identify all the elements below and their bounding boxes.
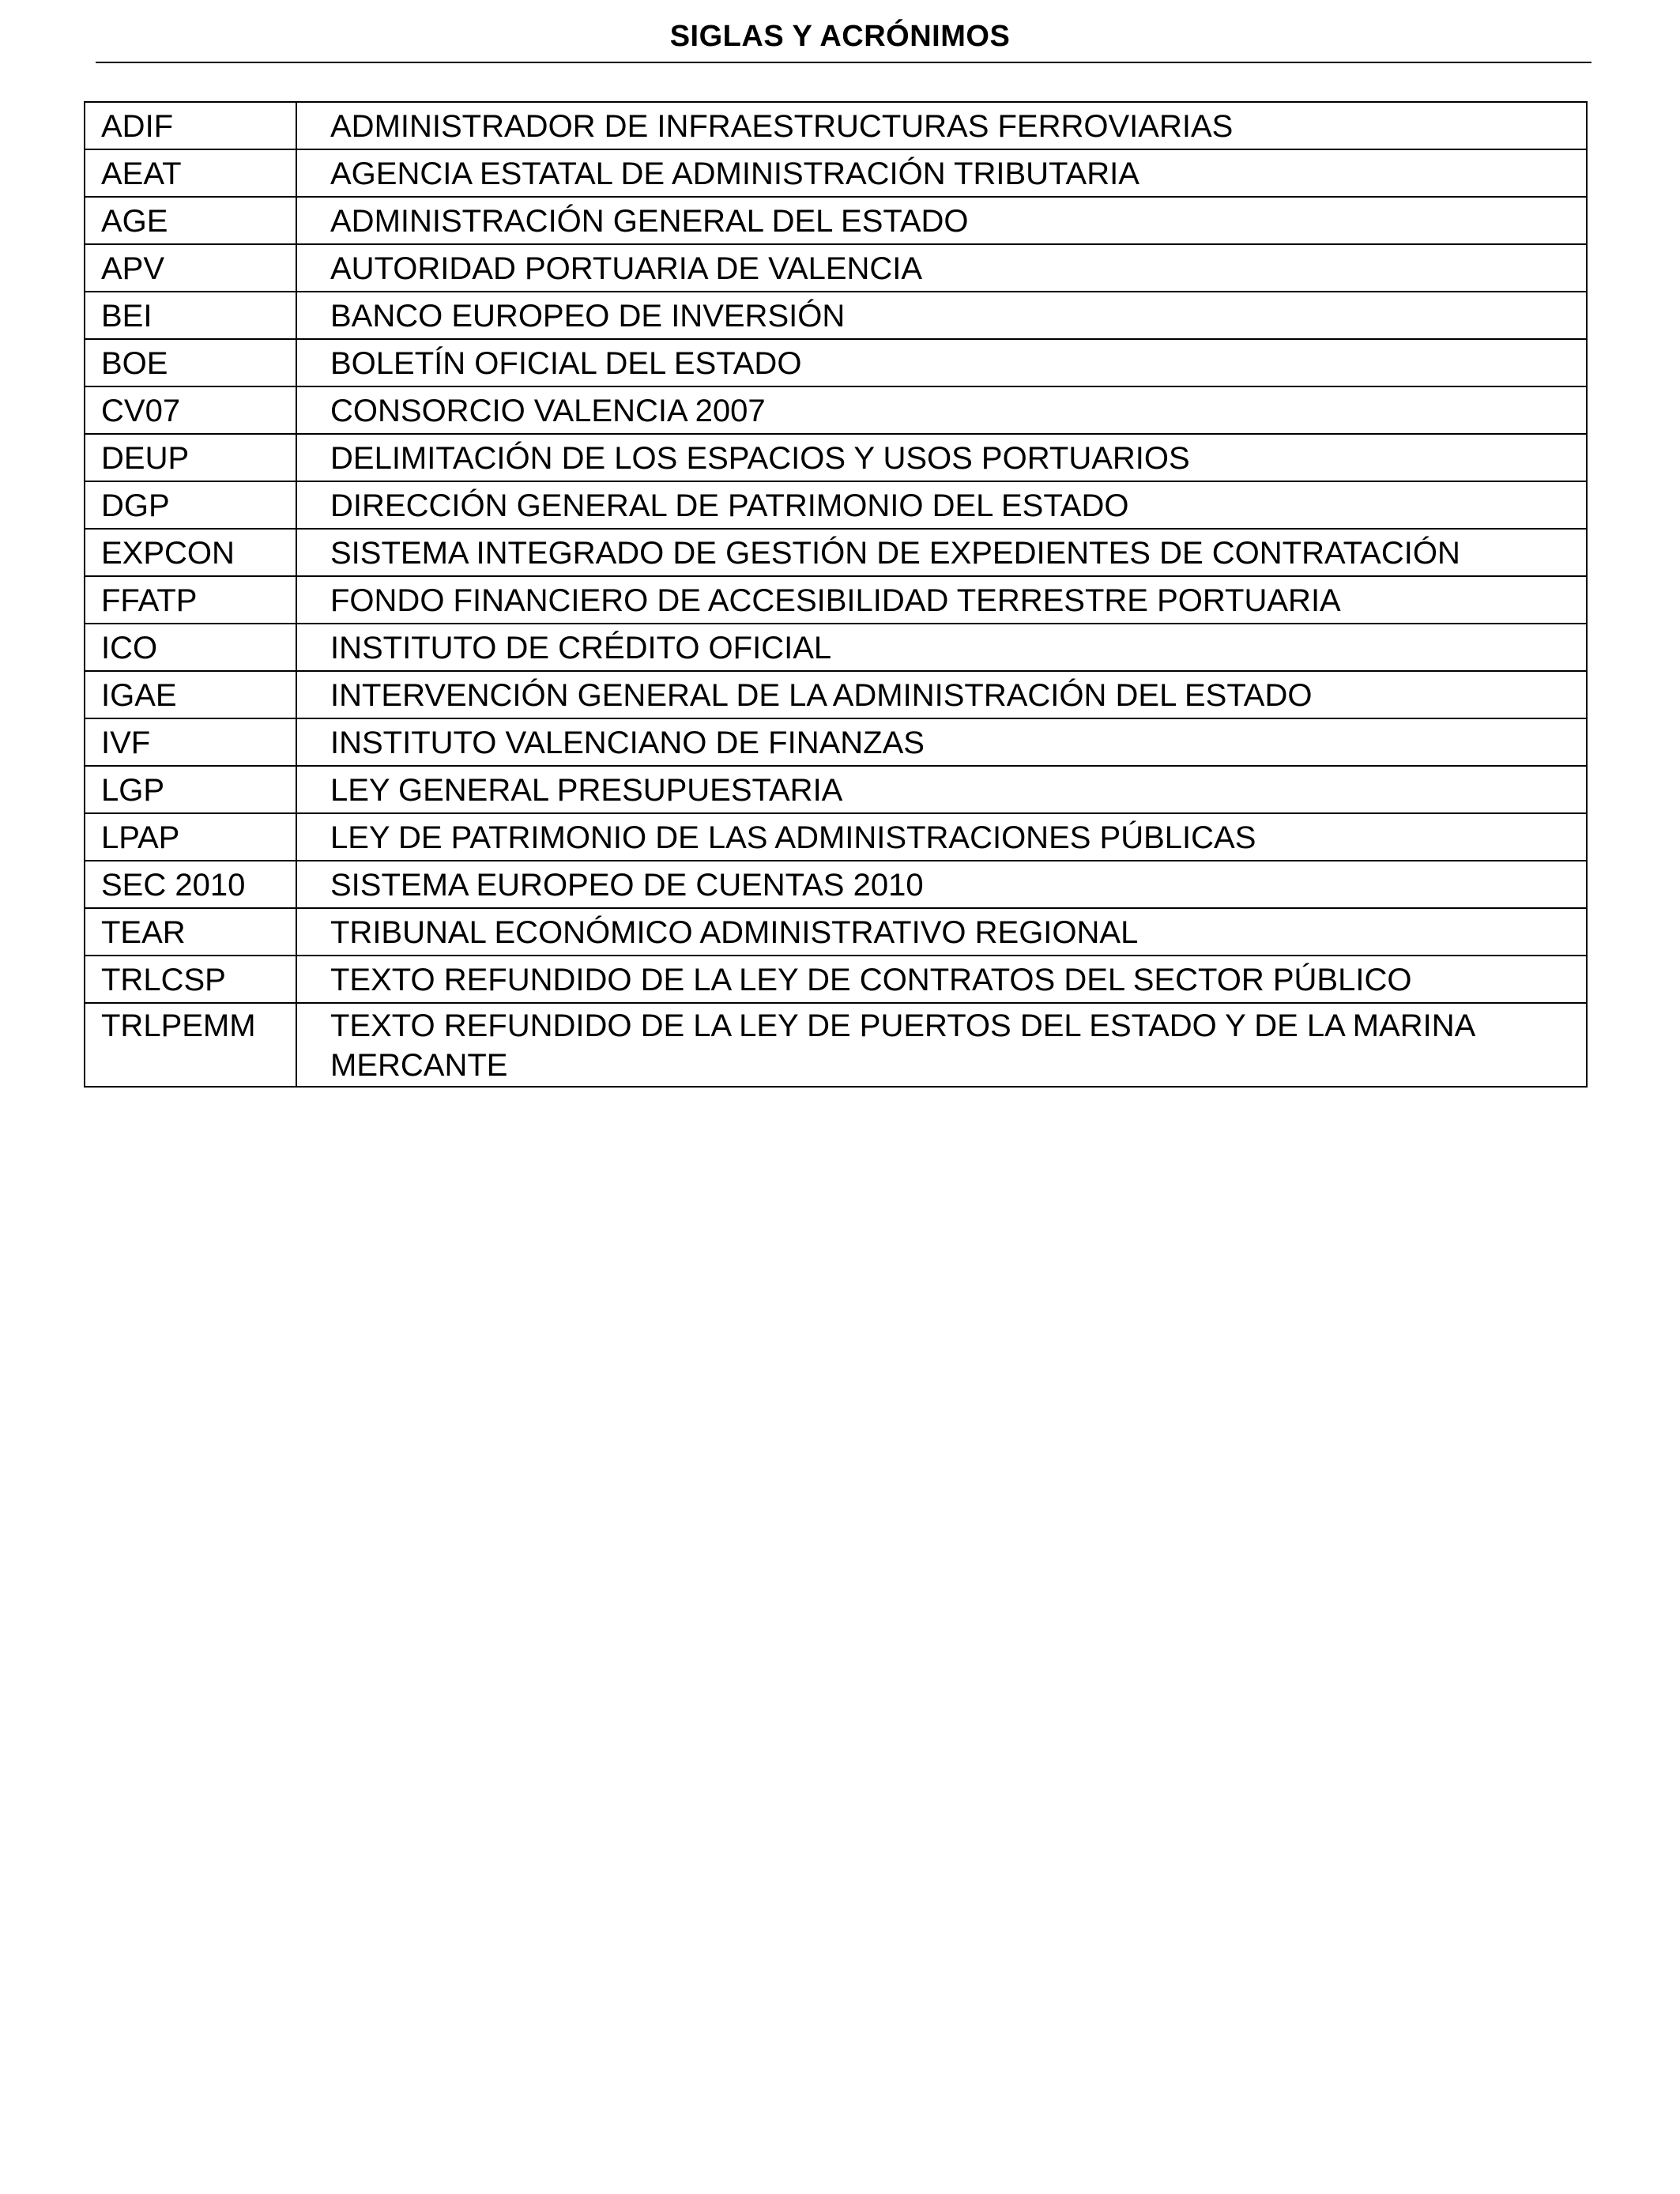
definition-cell: ADMINISTRADOR DE INFRAESTRUCTURAS FERROVIARIAS [296,102,1587,149]
table-row [85,244,1587,292]
acronym-cell: TRLCSP [85,956,296,1003]
table-row [85,671,1587,718]
definition-cell: AUTORIDAD PORTUARIA DE VALENCIA [296,244,1587,292]
table-row [85,481,1587,529]
table-row [85,908,1587,956]
table-row [85,718,1587,766]
table-row [85,956,1587,1003]
definition-cell: AGENCIA ESTATAL DE ADMINISTRACIÓN TRIBUTARIA [296,149,1587,197]
acronym-cell: EXPCON [85,529,296,576]
table-row [85,102,1587,149]
definition-cell: CONSORCIO VALENCIA 2007 [296,386,1587,434]
acronym-cell: TEAR [85,908,296,956]
table-row [85,766,1587,813]
acronym-cell: SEC 2010 [85,861,296,908]
table-row [85,339,1587,386]
definition-cell: FONDO FINANCIERO DE ACCESIBILIDAD TERRESTRE PORTUARIA [296,576,1587,624]
definition-cell: INSTITUTO VALENCIANO DE FINANZAS [296,718,1587,766]
table-row [85,813,1587,861]
acronym-cell: APV [85,244,296,292]
definition-cell: BANCO EUROPEO DE INVERSIÓN [296,292,1587,339]
definition-cell: ADMINISTRACIÓN GENERAL DEL ESTADO [296,197,1587,244]
definition-cell: INTERVENCIÓN GENERAL DE LA ADMINISTRACIÓN DEL ESTADO [296,671,1587,718]
table-row [85,149,1587,197]
acronym-cell: AEAT [85,149,296,197]
definition-cell: TRIBUNAL ECONÓMICO ADMINISTRATIVO REGIONAL [296,908,1587,956]
table-row [85,434,1587,481]
table-row [85,861,1587,908]
title-underline [96,62,1591,63]
definition-cell: DELIMITACIÓN DE LOS ESPACIOS Y USOS PORTUARIOS [296,434,1587,481]
definition-cell: INSTITUTO DE CRÉDITO OFICIAL [296,624,1587,671]
acronym-cell: DEUP [85,434,296,481]
definition-cell: TEXTO REFUNDIDO DE LA LEY DE PUERTOS DEL ESTADO Y DE LA MARINA MERCANTE [296,1003,1587,1087]
acronym-cell: CV07 [85,386,296,434]
table-row [85,624,1587,671]
definition-cell: TEXTO REFUNDIDO DE LA LEY DE CONTRATOS DEL SECTOR PÚBLICO [296,956,1587,1003]
definition-cell: LEY GENERAL PRESUPUESTARIA [296,766,1587,813]
acronym-table [84,101,1588,1088]
definition-cell: SISTEMA EUROPEO DE CUENTAS 2010 [296,861,1587,908]
definition-cell: DIRECCIÓN GENERAL DE PATRIMONIO DEL ESTADO [296,481,1587,529]
table-row [85,576,1587,624]
table-row [85,529,1587,576]
acronym-cell: ICO [85,624,296,671]
acronym-cell: DGP [85,481,296,529]
acronym-cell: IGAE [85,671,296,718]
definition-cell: SISTEMA INTEGRADO DE GESTIÓN DE EXPEDIENTES DE CONTRATACIÓN [296,529,1587,576]
acronym-cell: LPAP [85,813,296,861]
page-title: SIGLAS Y ACRÓNIMOS [669,20,1011,53]
acronym-cell: LGP [85,766,296,813]
acronym-cell: ADIF [85,102,296,149]
acronym-cell: AGE [85,197,296,244]
table-row [85,292,1587,339]
acronym-cell: TRLPEMM [85,1003,296,1087]
acronym-cell: FFATP [85,576,296,624]
acronym-cell: IVF [85,718,296,766]
table-row [85,197,1587,244]
table-row [85,1003,1587,1087]
acronym-cell: BEI [85,292,296,339]
definition-cell: LEY DE PATRIMONIO DE LAS ADMINISTRACIONES PÚBLICAS [296,813,1587,861]
table-row [85,386,1587,434]
definition-cell: BOLETÍN OFICIAL DEL ESTADO [296,339,1587,386]
acronym-cell: BOE [85,339,296,386]
